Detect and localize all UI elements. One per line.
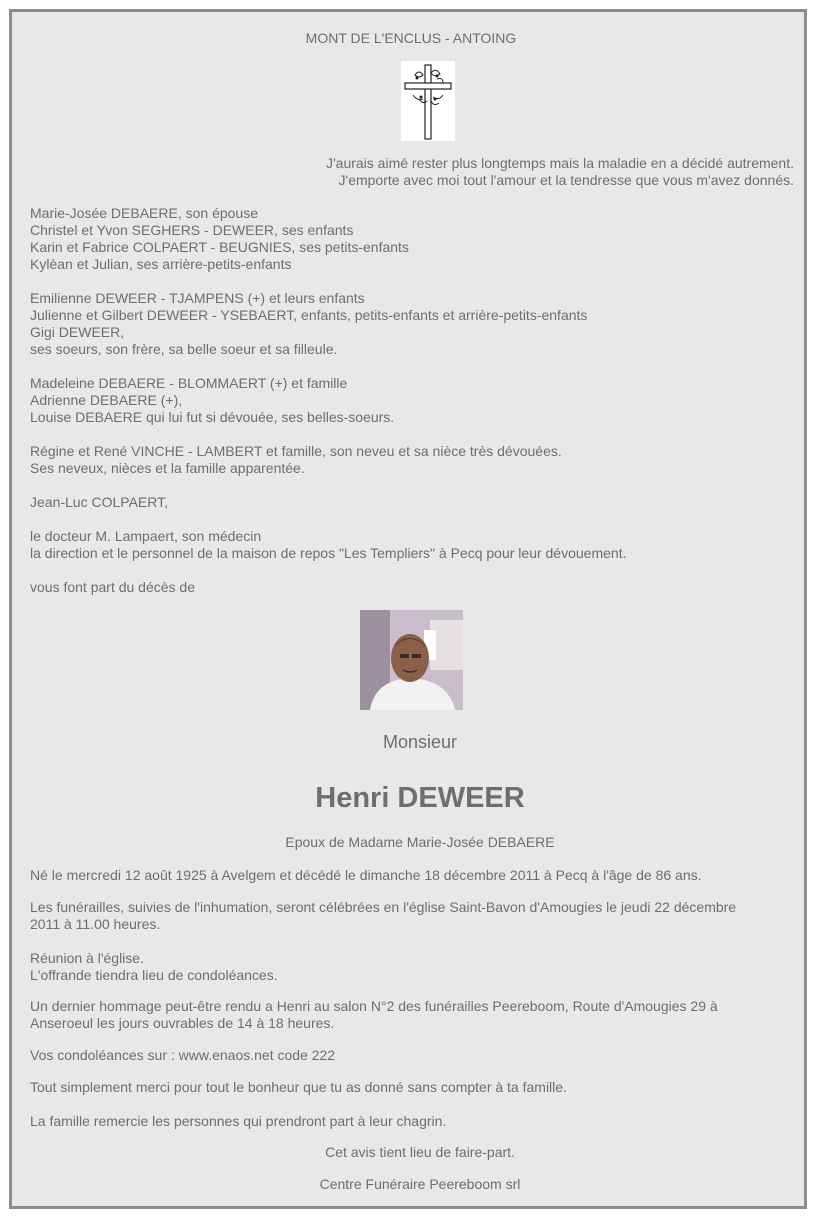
tribute-details <box>30 998 718 1032</box>
family-line: Adrienne DEBAERE (+), <box>30 392 183 408</box>
thanks-line <box>30 1079 567 1096</box>
detail-line: Un dernier hommage peut-être rendu a Henri au salon N°2 des funérailles Peereboom, Route d'Amougies 29 à <box>30 998 718 1014</box>
condolences-details <box>30 1047 335 1064</box>
family-line: Jean-Luc COLPAERT, <box>30 494 168 510</box>
family-block <box>30 494 168 511</box>
quote-line: J'aurais aimé rester plus longtemps mais la maladie en a décidé autrement. <box>325 155 794 171</box>
detail-line: L'offrande tiendra lieu de condoléances. <box>30 967 278 983</box>
detail-line: Né le mercredi 12 août 1925 à Avelgem et décédé le dimanche 18 décembre 2011 à Pecq à l'âge de 86 ans. <box>30 867 702 883</box>
announcement-line: vous font part du décès de <box>30 579 195 595</box>
meeting-details <box>30 950 278 984</box>
detail-line: Réunion à l'église. <box>30 950 144 966</box>
family-line: Kylèan et Julian, ses arrière-petits-enfants <box>30 256 292 272</box>
family-line: Marie-Josée DEBAERE, son épouse <box>30 205 258 221</box>
epitaph-quote <box>326 155 794 189</box>
notice-line: Cet avis tient lieu de faire-part. <box>325 1144 515 1160</box>
detail-line: Tout simplement merci pour tout le bonheur que tu as donné sans compter à ta famille. <box>30 1079 567 1095</box>
detail-line: Anseroeul les jours ouvrables de 14 à 18 heures. <box>30 1015 335 1031</box>
family-line: Ses neveux, nièces et la famille apparentée. <box>30 460 305 476</box>
detail-line: Vos condoléances sur : www.enaos.net code 222 <box>30 1047 336 1063</box>
family-line: la direction et le personnel de la maison de repos "Les Templiers" à Pecq pour leur dévouement. <box>30 545 627 561</box>
detail-line: La famille remercie les personnes qui prendront part à leur chagrin. <box>30 1113 447 1129</box>
spouse-line: Epoux de Madame Marie-Josée DEBAERE <box>285 834 555 850</box>
quote-line: J'emporte avec moi tout l'amour et la tendresse que vous m'avez donnés. <box>338 172 794 188</box>
family-line: Louise DEBAERE qui lui fut si dévouée, ses belles-soeurs. <box>30 409 395 425</box>
family-block <box>30 290 587 358</box>
family-block <box>30 528 626 562</box>
family-line: Emilienne DEWEER - TJAMPENS (+) et leurs enfants <box>30 290 365 306</box>
family-block <box>30 375 394 426</box>
family-thanks-line <box>30 1113 446 1130</box>
birth-death-details <box>30 867 702 884</box>
family-line: Christel et Yvon SEGHERS - DEWEER, ses enfants <box>30 222 354 238</box>
family-block <box>30 443 562 477</box>
family-line: le docteur M. Lampaert, son médecin <box>30 528 262 544</box>
family-line: Régine et René VINCHE - LAMBERT et famille, son neveu et sa nièce très dévouées. <box>30 443 562 459</box>
family-line: Julienne et Gilbert DEWEER - YSEBAERT, enfants, petits-enfants et arrière-petits-enfants <box>30 307 588 323</box>
family-line: ses soeurs, son frère, sa belle soeur et sa filleule. <box>30 341 338 357</box>
obituary-card <box>9 9 807 1209</box>
family-line: Gigi DEWEER, <box>30 324 125 340</box>
family-block <box>30 579 195 596</box>
deceased-photo <box>360 610 463 710</box>
honorific: Monsieur <box>382 732 458 752</box>
cross-icon <box>401 61 455 141</box>
detail-line: Les funérailles, suivies de l'inhumation, seront célébrées en l'église Saint-Bavon d'Amougies le jeudi 22 décembre <box>30 899 737 915</box>
funeral-details <box>30 899 736 933</box>
deceased-name: Henri DEWEER <box>315 782 525 814</box>
location-heading: MONT DE L'ENCLUS - ANTOING <box>305 30 517 46</box>
family-line: Karin et Fabrice COLPAERT - BEUGNIES, ses petits-enfants <box>30 239 409 255</box>
detail-line: 2011 à 11.00 heures. <box>30 916 161 932</box>
family-line: Madeleine DEBAERE - BLOMMAERT (+) et famille <box>30 375 348 391</box>
company-line: Centre Funéraire Peereboom srl <box>319 1176 521 1192</box>
family-block <box>30 205 409 273</box>
